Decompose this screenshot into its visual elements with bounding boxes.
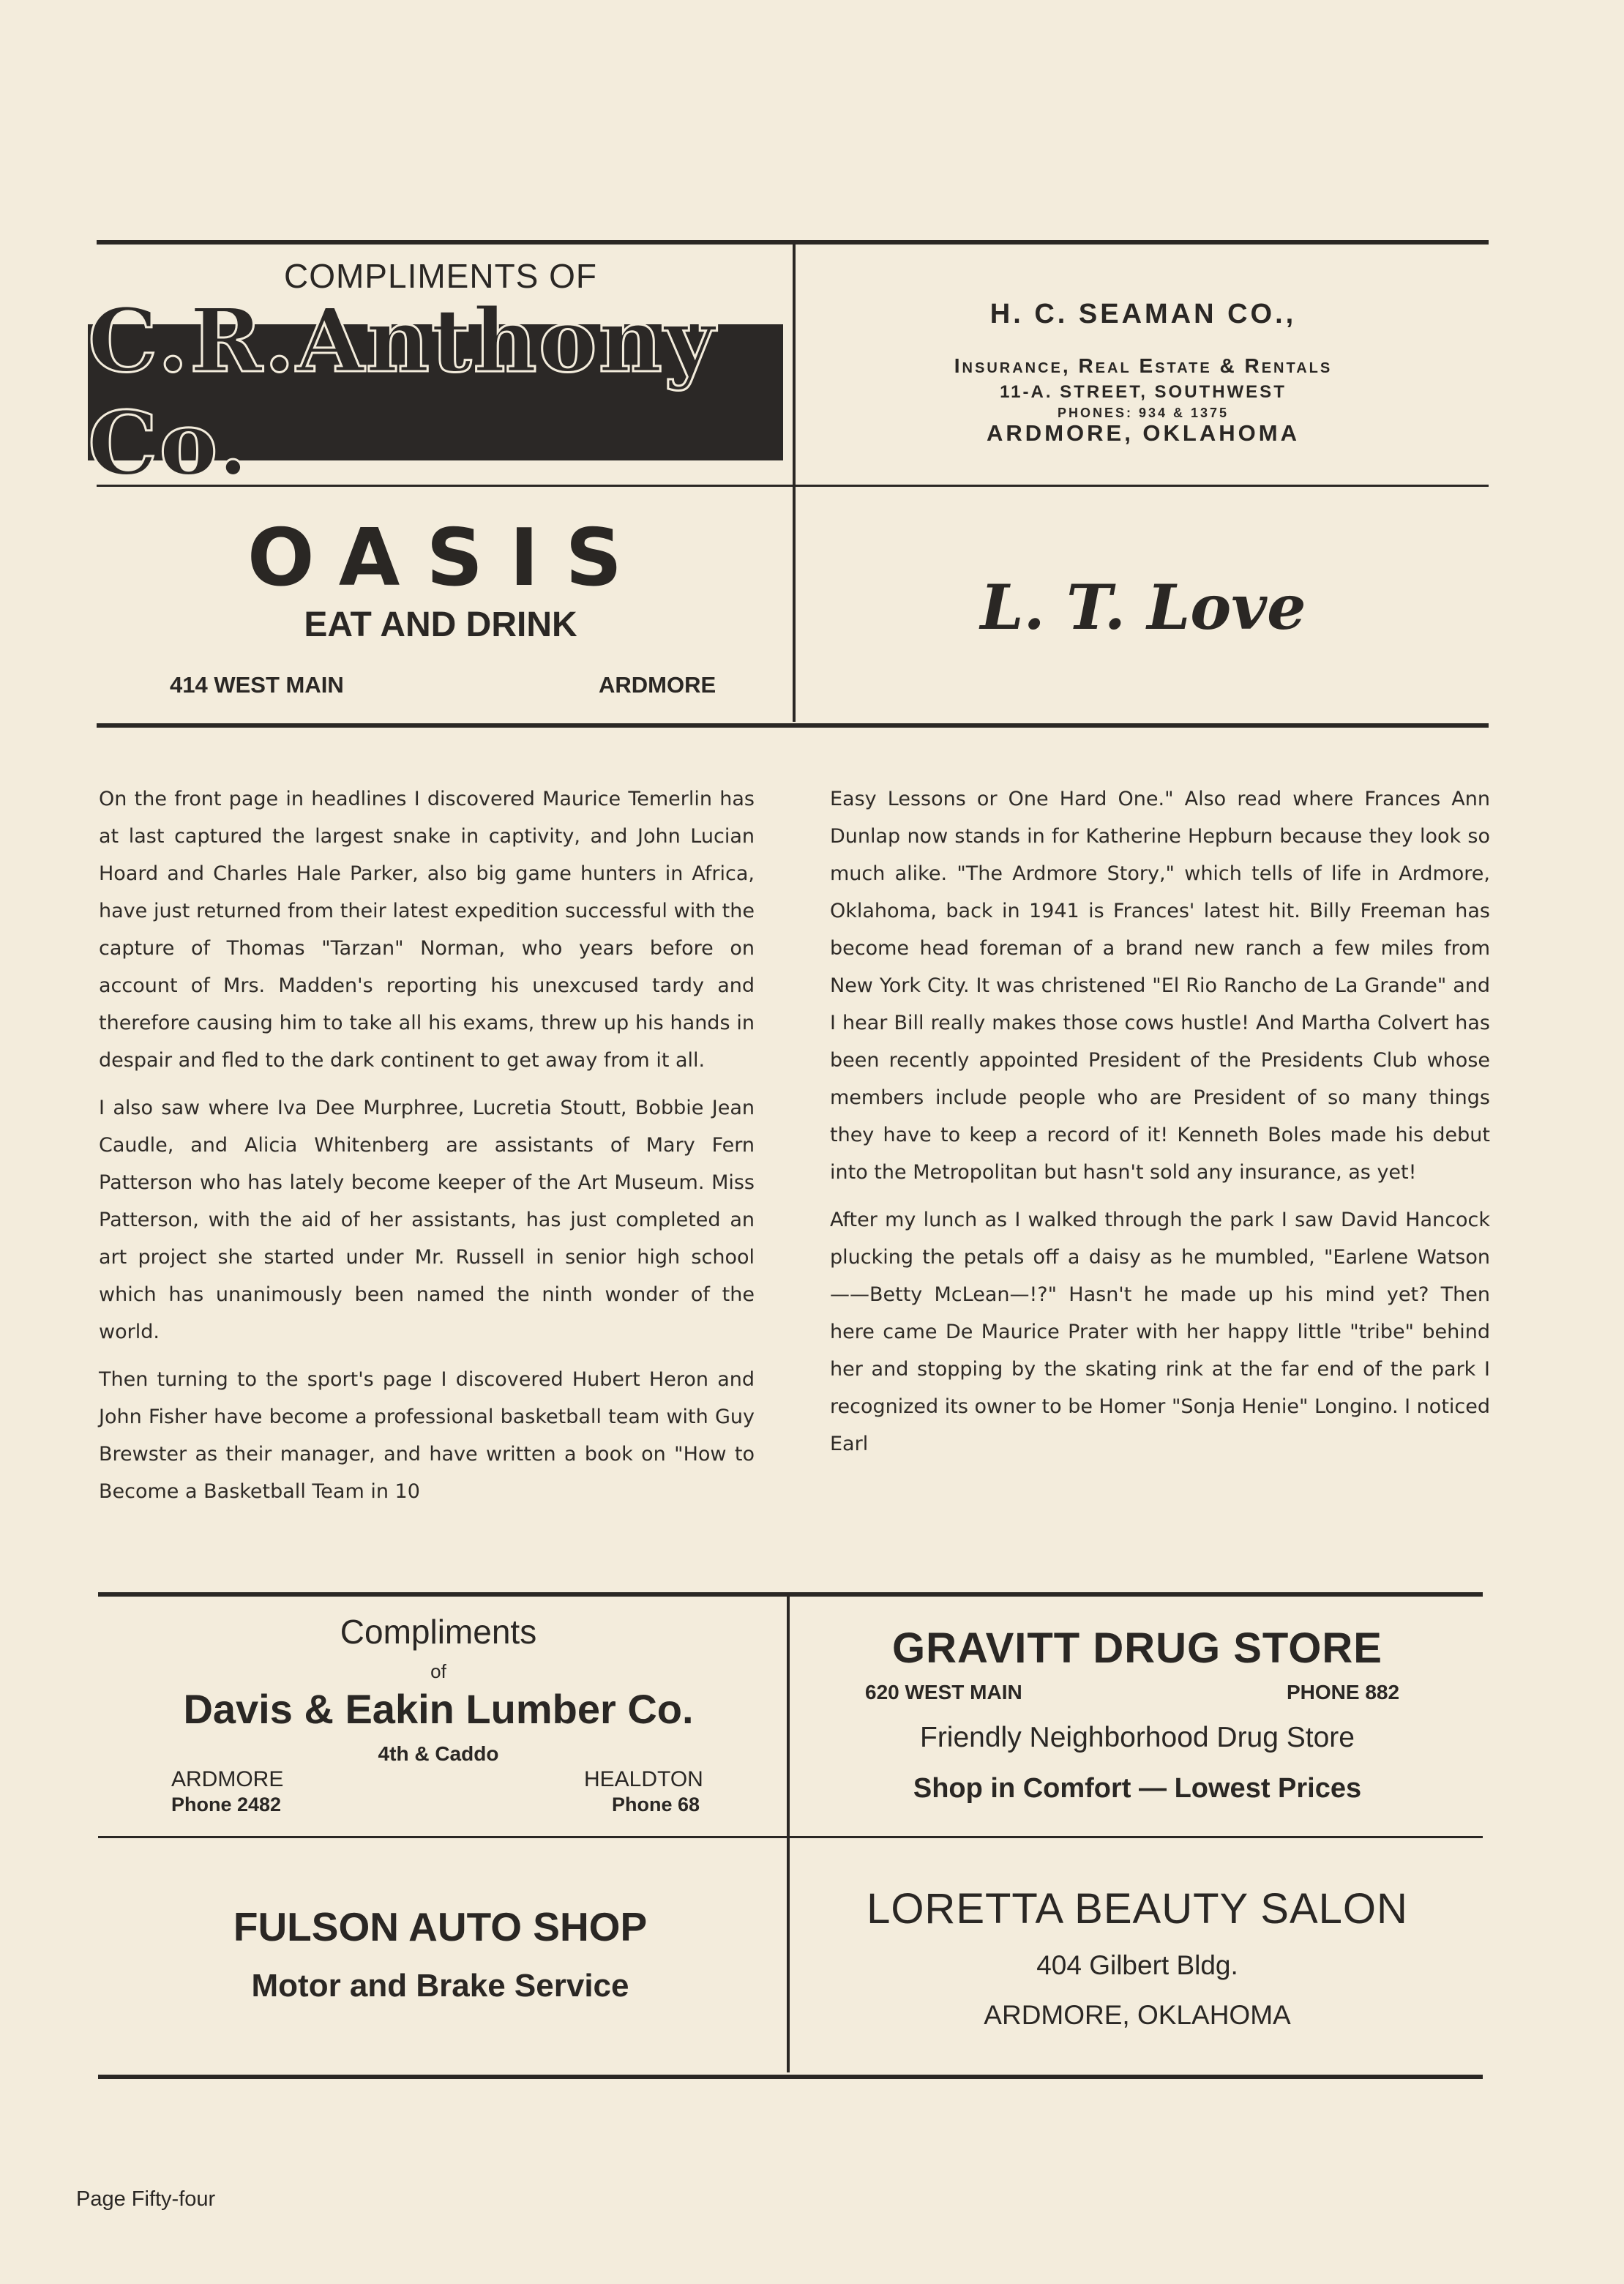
article-paragraph: I also saw where Iva Dee Murphree, Lucretia Stoutt, Bobbie Jean Caudle, and Alicia Whitenberg are assistants of Mary Fern Patterson who has lately become keeper of the Art Museum. Miss Patterson, with the aid of her assistants, has just completed an art project she started under Mr. Russell in senior high school which has unanimously been named the ninth wonder of the world. <box>99 1097 755 1343</box>
fulson-name: FULSON AUTO SHOP <box>233 1904 648 1949</box>
anthony-logo <box>88 289 783 496</box>
bottom-grid-divider <box>787 1597 790 2072</box>
seaman-services: Insurance, Real Estate & Rentals <box>954 354 1333 377</box>
fulson-service: Motor and Brake Service <box>251 1968 629 2004</box>
article-paragraph: On the front page in headlines I discovered Maurice Temerlin has at last captured the largest snake in captivity, and John Lucian Hoard and Charles Hale Parker, also big game hunters in Africa, have just returned from their latest expedition successful with the capture of Thomas "Tarzan" Norman, who years before on account of Mrs. Madden's reporting his unexcused tardy and therefore causing him to take all his exams, threw up his hands in despair and fled to the dark continent to get away from it all. <box>99 788 755 1072</box>
love-signature: L. T. Love <box>980 571 1306 643</box>
davis-address: 4th & Caddo <box>378 1742 499 1765</box>
loretta-city: ARDMORE, OKLAHOMA <box>984 2000 1291 2030</box>
loretta-name: LORETTA BEAUTY SALON <box>867 1885 1408 1933</box>
gravitt-tagline: Friendly Neighborhood Drug Store <box>920 1722 1355 1753</box>
davis-name: Davis & Eakin Lumber Co. <box>183 1686 694 1732</box>
page-number: Page Fifty-four <box>76 2187 216 2211</box>
article-column-right <box>830 780 1490 1473</box>
anthony-logo-text: C.R.Anthony Co. <box>88 289 716 496</box>
anthony-compliments: COMPLIMENTS OF <box>283 257 598 295</box>
seaman-phones: PHONES: 934 & 1375 <box>1057 406 1230 420</box>
article-paragraph: After my lunch as I walked through the park I saw David Hancock plucking the petals off a daisy as he mumbled, "Earlene Watson——Betty McLean—!?" Hasn't he made up his mind yet? Then here came De Maurice Prater with her happy little "tribe" behind her and stopping by the skating rink at the far end of the park I recognized its owner to be Homer "Sonja Henie" Longino. I noticed Earl <box>830 1209 1490 1455</box>
gravitt-slogan: Shop in Comfort — Lowest Prices <box>913 1773 1362 1804</box>
oasis-tagline: EAT AND DRINK <box>304 605 577 644</box>
article-column-left <box>99 780 755 1520</box>
gravitt-address: 620 WEST MAIN <box>865 1681 1022 1703</box>
bottom-bottom-rule <box>98 2075 1483 2079</box>
seaman-city: ARDMORE, OKLAHOMA <box>987 420 1300 446</box>
top-bottom-rule <box>97 723 1489 728</box>
article-paragraph: Then turning to the sport's page I discovered Hubert Heron and John Fisher have become a professional basketball team with Guy Brewster as their manager, and have written a book on "How to Become a Basketball Team in 10 <box>99 1368 755 1503</box>
oasis-address: 414 WEST MAIN <box>170 672 344 698</box>
davis-of: of <box>430 1660 446 1682</box>
oasis-city: ARDMORE <box>599 672 716 698</box>
davis-phone-right: Phone 68 <box>612 1794 700 1815</box>
loretta-address: 404 Gilbert Bldg. <box>1036 1950 1238 1980</box>
davis-phone-left: Phone 2482 <box>171 1794 282 1815</box>
davis-compliments: Compliments <box>340 1613 537 1651</box>
oasis-name: OASIS <box>247 512 649 604</box>
davis-city-left: ARDMORE <box>171 1767 284 1791</box>
gravitt-phone: PHONE 882 <box>1287 1681 1400 1703</box>
article-paragraph: Easy Lessons or One Hard One." Also read where Frances Ann Dunlap now stands in for Katherine Hepburn because they look so much alike. "The Ardmore Story," which tells of life in Ardmore, Oklahoma, back in 1941 is Frances' latest hit. Billy Freeman has become head foreman of a brand new ranch a few miles from New York City. It was christened "El Rio Rancho de La Grande" and I hear Bill really makes those cows hustle! And Martha Colvert has been recently appointed President of the Presidents Club whose members include people who are President of so many things they have to keep a record of it! Kenneth Boles made his debut into the Metropolitan but hasn't sold any insurance, as yet! <box>830 788 1490 1184</box>
bottom-middle-rule <box>98 1836 1483 1838</box>
davis-city-right: HEALDTON <box>584 1767 703 1791</box>
bottom-top-rule <box>98 1592 1483 1597</box>
top-grid-divider <box>793 245 796 722</box>
seaman-address: 11-A. STREET, SOUTHWEST <box>1000 382 1287 402</box>
seaman-name: H. C. SEAMAN CO., <box>989 299 1297 329</box>
gravitt-name: GRAVITT DRUG STORE <box>892 1624 1382 1672</box>
